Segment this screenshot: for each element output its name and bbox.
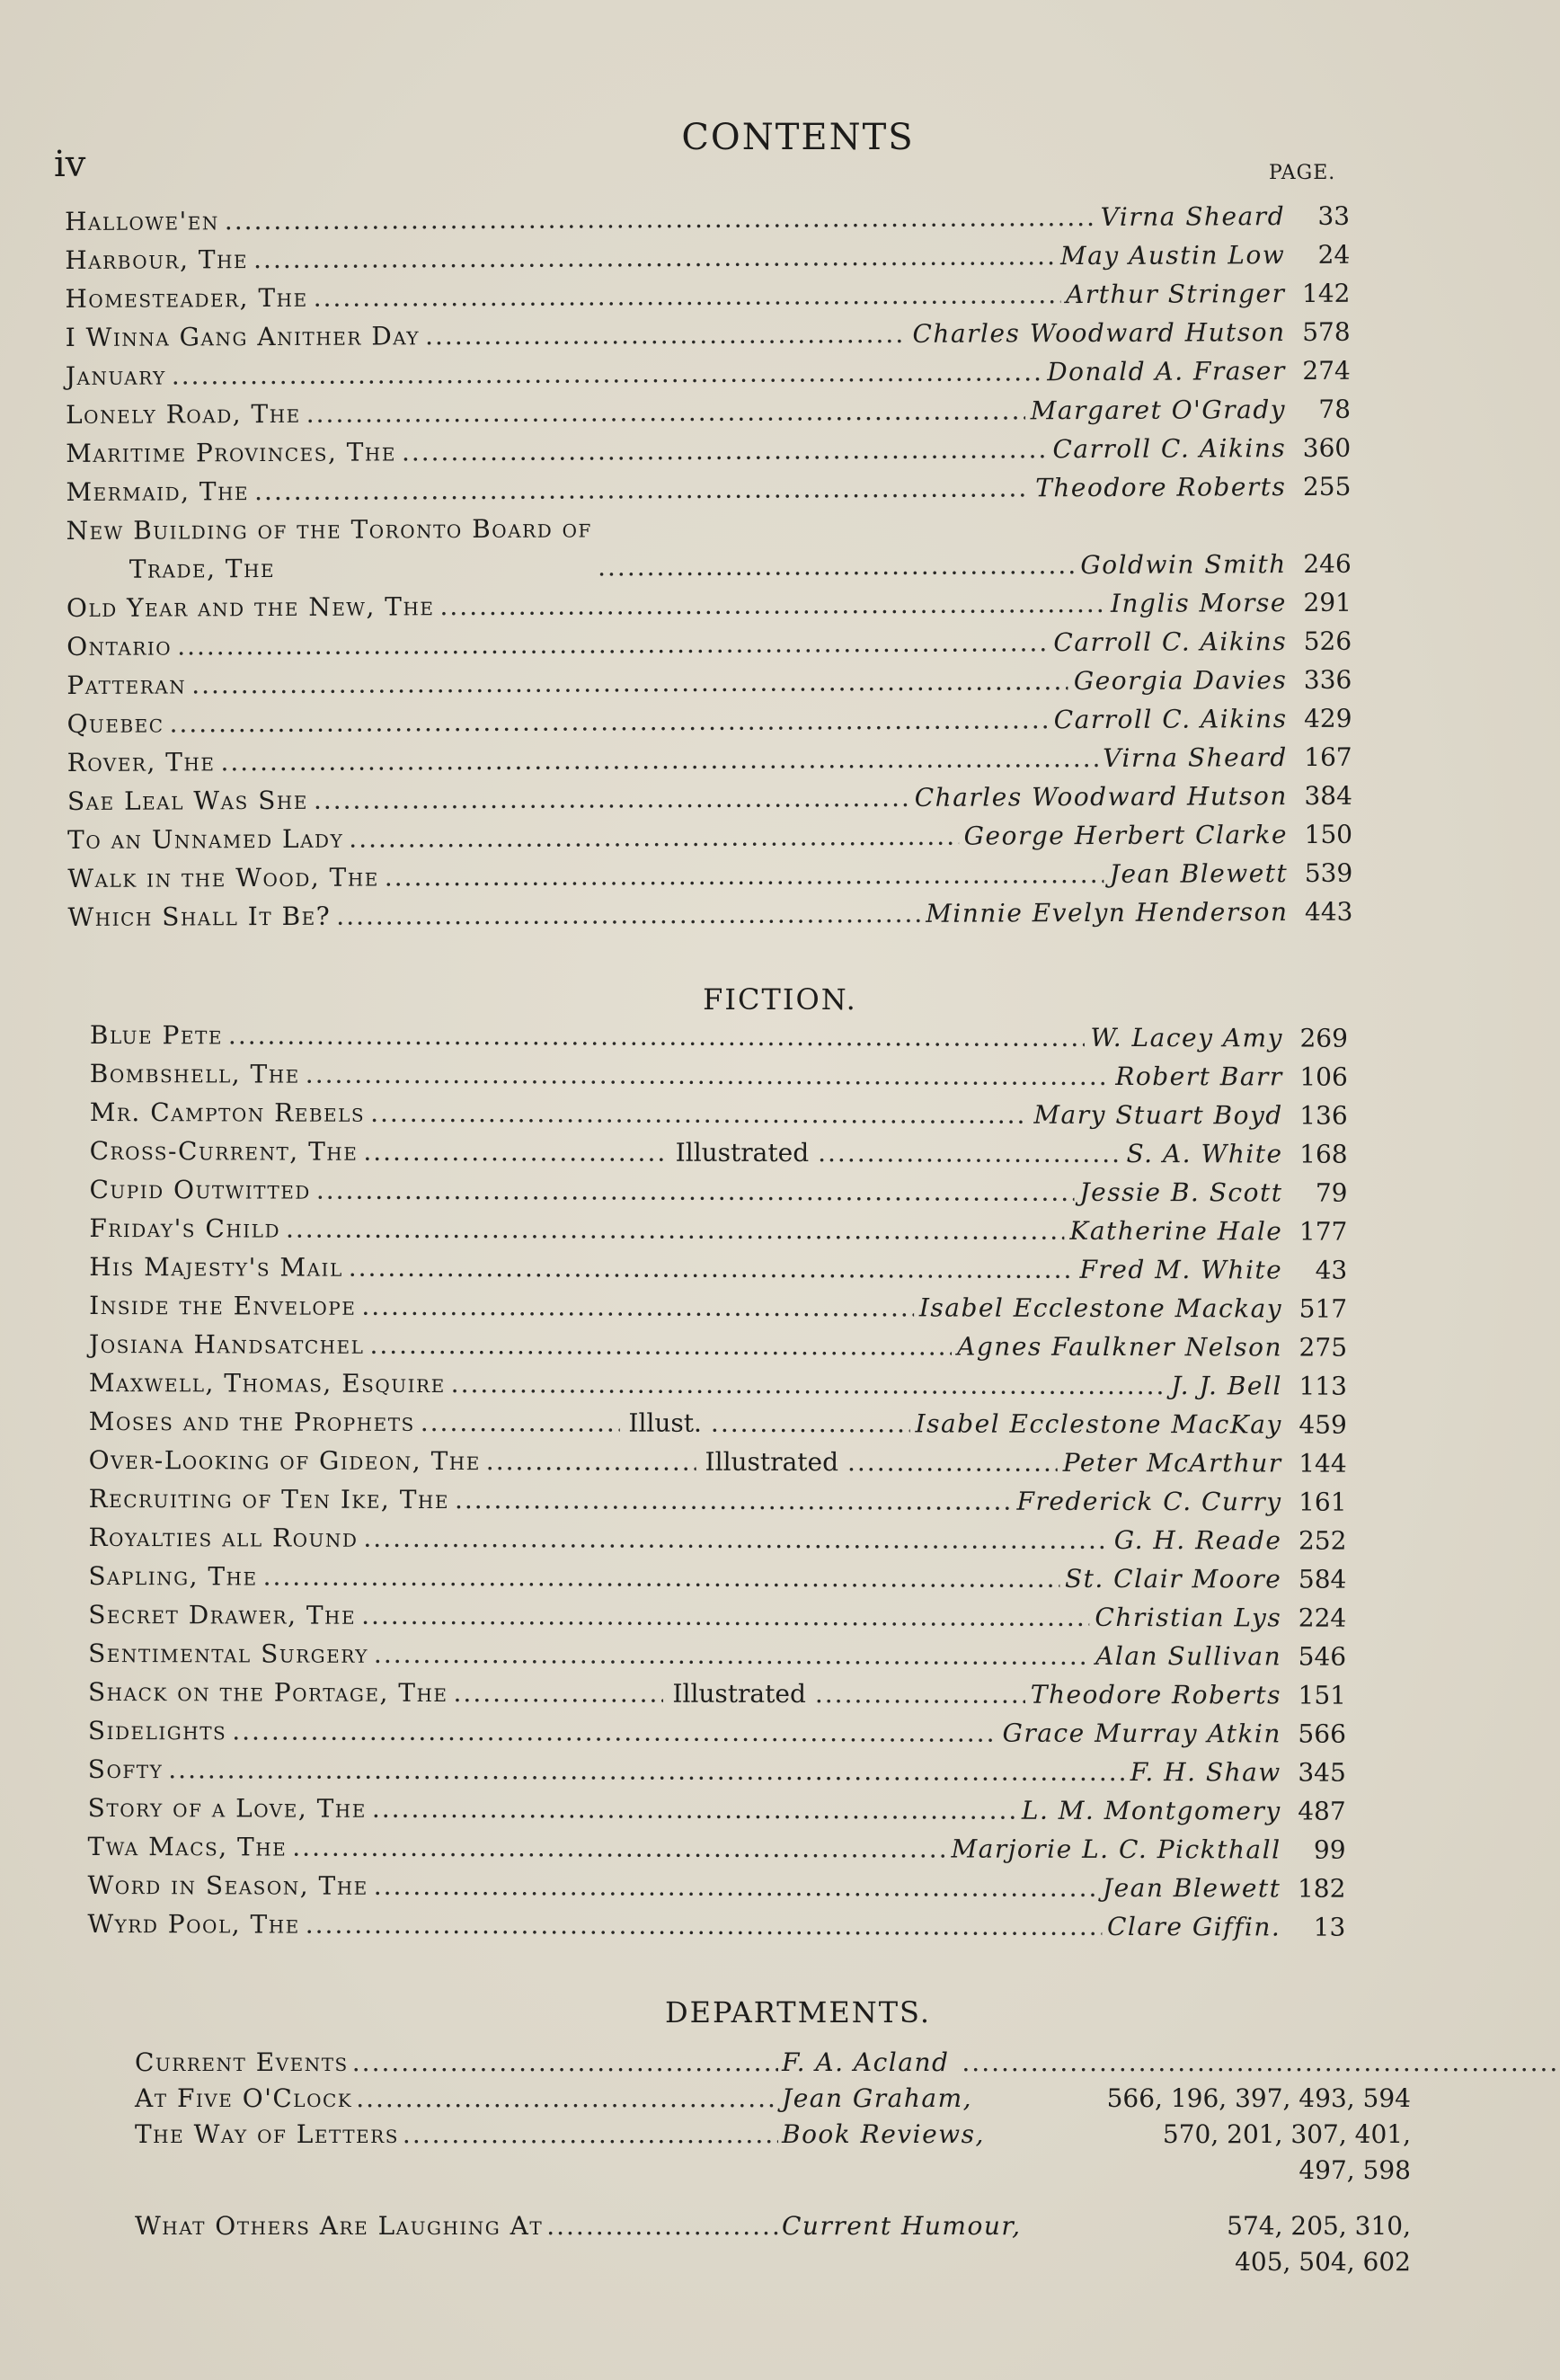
entry-author: May Austin Low [1059, 240, 1286, 271]
entry-page: 269 [1299, 1023, 1348, 1053]
entry-title: Maxwell, Thomas, Esquire [88, 1367, 446, 1399]
toc-entry [87, 1905, 1345, 1947]
entry-page: 144 [1299, 1448, 1347, 1479]
entry-title: Story of a Love, The [87, 1792, 367, 1824]
toc-entry [88, 1711, 1346, 1754]
dot-leader [818, 1133, 1121, 1173]
entry-page: 584 [1298, 1564, 1347, 1594]
entry-title: Old Year and the New, The [66, 591, 435, 623]
entry-detail [782, 2045, 1560, 2081]
entry-detail [782, 2208, 1411, 2280]
dot-leader [225, 198, 1095, 240]
entry-author: Minnie Evelyn Henderson [926, 897, 1289, 928]
dot-leader [169, 700, 1048, 742]
toc-entry [88, 1827, 1346, 1869]
entry-page: 255 [1302, 471, 1352, 502]
dot-leader [306, 1055, 1111, 1096]
entry-title [135, 2045, 782, 2081]
page-column-label: PAGE. [1269, 162, 1336, 184]
dot-leader [314, 778, 909, 820]
entry-author: Book Reviews, [782, 2119, 985, 2149]
toc-entry [67, 854, 1352, 898]
entry-author: Virna Sheard [1103, 742, 1288, 773]
entry-author: Virna Sheard [1100, 201, 1286, 232]
dot-leader [254, 468, 1030, 511]
toc-entry [65, 274, 1350, 318]
toc-entry [90, 1093, 1348, 1135]
poetry-list [65, 197, 1353, 937]
entry-author: Goldwin Smith [1080, 549, 1287, 581]
department-entry [135, 2208, 1411, 2280]
entry-author: Carroll C. Aikins [1052, 433, 1287, 465]
entry-title: Inside the Envelope [89, 1290, 357, 1321]
page-title: CONTENTS [681, 117, 915, 158]
dot-leader [286, 1210, 1065, 1250]
entry-author: W. Lacey Amy [1090, 1022, 1283, 1053]
toc-entry [89, 1286, 1347, 1328]
entry-title: Homesteader, The [65, 282, 308, 314]
dot-leader [363, 1132, 666, 1172]
toc-entry [90, 1132, 1348, 1174]
entry-page: 136 [1299, 1100, 1348, 1131]
entry-author: Jean Blewett [1102, 1872, 1281, 1904]
entry-pages: 566, 196, 397, 493, 594 [1106, 2083, 1411, 2113]
entry-title: Cupid Outwitted [89, 1174, 311, 1205]
dot-leader [425, 315, 908, 355]
toc-entry [66, 467, 1351, 511]
entry-author: Margaret O'Grady [1030, 395, 1287, 426]
entry-title: Josiana Handsatchel [88, 1328, 365, 1360]
entry-author: Agnes Faulkner Nelson [957, 1331, 1283, 1363]
entry-page: 168 [1299, 1139, 1348, 1169]
entry-title: His Majesty's Mail [89, 1251, 343, 1283]
dot-leader [363, 1519, 1108, 1559]
detail-line [782, 2081, 1411, 2117]
toc-entry [66, 661, 1352, 705]
entry-author: Theodore Roberts [1030, 1679, 1282, 1710]
entry-detail [782, 2081, 1411, 2117]
toc-entry [89, 1248, 1347, 1290]
dot-leader [177, 623, 1048, 665]
entry-title: January [65, 360, 166, 391]
dot-leader [172, 352, 1042, 395]
dot-leader [336, 894, 920, 936]
fiction-heading: FICTION. [703, 982, 857, 1017]
toc-entry [89, 1363, 1347, 1406]
dot-leader [815, 1674, 1025, 1714]
entry-title: Secret Drawer, The [88, 1599, 357, 1630]
detail-line [782, 2045, 1560, 2081]
entry-title: Over-Looking of Gideon, The [88, 1444, 481, 1477]
entry-author: J. J. Bell [1171, 1371, 1282, 1401]
entry-page: 43 [1315, 1255, 1348, 1285]
entry-title: Lonely Road, The [65, 398, 301, 430]
entry-page: 360 [1302, 432, 1352, 463]
entry-author: Robert Barr [1115, 1061, 1283, 1092]
dot-leader [352, 2045, 778, 2081]
entry-author: Charles Woodward Hutson [912, 317, 1286, 349]
entry-author: George Herbert Clarke [963, 820, 1289, 851]
entry-page: 161 [1299, 1487, 1347, 1517]
entry-title [66, 509, 593, 589]
dot-leader [421, 1403, 620, 1443]
dot-leader [349, 1248, 1075, 1289]
entry-title-text: Current Events [135, 2047, 349, 2077]
dot-leader [451, 1364, 1166, 1405]
entry-note: Illust. [628, 1408, 702, 1438]
entry-author: Alan Sullivan [1095, 1640, 1282, 1672]
entry-page: 566 [1298, 1718, 1346, 1749]
entry-pages: 570, 201, 307, 401, [1162, 2119, 1411, 2149]
toc-entry [67, 892, 1352, 937]
dot-leader [263, 1558, 1059, 1598]
entry-page: 182 [1297, 1873, 1346, 1904]
entry-page: 291 [1303, 587, 1352, 617]
toc-entry [67, 815, 1352, 859]
entry-page: 177 [1299, 1216, 1348, 1247]
dot-leader [314, 275, 1061, 317]
entry-title: Cross-Current, The [89, 1135, 359, 1167]
entry-title [135, 2208, 782, 2280]
toc-entry [66, 390, 1351, 434]
entry-title: Sae Leal Was She [66, 785, 308, 816]
entry-author: Jean Blewett [1109, 858, 1289, 889]
entry-title: Word in Season, The [87, 1869, 368, 1901]
entry-page: 517 [1299, 1293, 1348, 1324]
dot-leader [455, 1480, 1012, 1521]
entry-title: Sentimental Surgery [88, 1638, 368, 1669]
toc-entry [87, 1866, 1345, 1908]
entry-author: L. M. Montgomery [1021, 1795, 1281, 1826]
entry-author: Mary Stuart Boyd [1033, 1099, 1283, 1131]
toc-entry [66, 313, 1351, 357]
entry-title: Ontario [66, 631, 173, 662]
entry-author: Isabel Ecclestone MacKay [915, 1408, 1282, 1440]
dot-leader [439, 584, 1105, 626]
entry-author: Fred M. White [1079, 1254, 1283, 1285]
dot-leader [191, 662, 1068, 704]
entry-author: Current Humour, [782, 2211, 1022, 2241]
entry-pages-continued: 405, 504, 602 [1235, 2247, 1411, 2277]
entry-page: 79 [1315, 1177, 1348, 1208]
dot-leader [316, 1171, 1075, 1212]
dot-leader [453, 1674, 663, 1713]
entry-author: Clare Giffin. [1106, 1911, 1281, 1942]
entry-title: Friday's Child [89, 1212, 281, 1244]
entry-title: Quebec [66, 708, 164, 739]
dot-leader [369, 1326, 952, 1366]
toc-entry [88, 1518, 1346, 1560]
entry-author: Marjorie L. C. Pickthall [951, 1834, 1281, 1865]
entry-title: Patteran [66, 670, 187, 700]
entry-page: 526 [1303, 626, 1352, 656]
toc-entry [67, 738, 1352, 782]
entry-author: Jean Graham, [782, 2083, 973, 2113]
entry-page: 459 [1299, 1409, 1347, 1440]
toc-entry [65, 235, 1350, 280]
entry-author: Charles Woodward Hutson [914, 781, 1288, 813]
toc-entry [66, 351, 1351, 395]
toc-entry [88, 1557, 1346, 1599]
entry-title-text: What Others Are Laughing At [135, 2211, 544, 2241]
entry-note: Illustrated [672, 1678, 806, 1710]
dot-leader [306, 1905, 1102, 1946]
toc-entry [66, 583, 1352, 627]
entry-author: Peter McArthur [1062, 1447, 1282, 1479]
dot-leader [486, 1442, 696, 1481]
entry-author: G. H. Reade [1113, 1524, 1282, 1556]
entry-author: Christian Lys [1095, 1602, 1282, 1633]
entry-title [135, 2081, 782, 2117]
entry-page: 142 [1301, 278, 1351, 308]
entry-author: Arthur Stringer [1065, 279, 1286, 310]
entry-page: 487 [1298, 1796, 1346, 1826]
entry-page: 151 [1298, 1680, 1347, 1710]
dot-leader [385, 855, 1104, 896]
dot-leader [546, 2208, 778, 2280]
entry-title: Sidelights [87, 1715, 227, 1746]
entry-author: Jessie B. Scott [1079, 1177, 1283, 1208]
dot-leader [370, 1094, 1028, 1134]
entry-page: 443 [1304, 896, 1353, 927]
dot-leader [349, 817, 959, 858]
entry-page: 13 [1313, 1912, 1346, 1942]
entry-author: Katherine Hale [1069, 1215, 1283, 1247]
entry-author: F. H. Shaw [1130, 1757, 1281, 1788]
dot-leader [847, 1443, 1058, 1482]
entry-page: 224 [1298, 1603, 1347, 1633]
entry-title: Harbour, The [65, 244, 249, 275]
entry-page: 24 [1317, 239, 1351, 270]
entry-title: Mr. Campton Rebels [89, 1097, 366, 1128]
dot-leader [598, 546, 1075, 586]
dot-leader [220, 739, 1097, 781]
entry-title: Shack on the Portage, The [87, 1676, 448, 1709]
entry-title: Walk in the Wood, The [67, 862, 379, 893]
toc-entry [89, 1441, 1347, 1483]
dot-leader [374, 1867, 1097, 1907]
detail-line [782, 2208, 1411, 2244]
dot-leader [403, 2117, 778, 2189]
page-number: iv [54, 144, 86, 185]
entry-page: 275 [1299, 1332, 1348, 1363]
toc-entry [66, 699, 1352, 743]
entry-title: Which Shall It Be? [67, 901, 332, 932]
entry-page: 252 [1298, 1525, 1347, 1556]
toc-entry [89, 1170, 1347, 1212]
entry-title: Bombshell, The [89, 1058, 300, 1089]
entry-author: Carroll C. Aikins [1053, 704, 1288, 735]
entry-page: 99 [1313, 1834, 1346, 1865]
toc-entry [66, 429, 1351, 473]
detail-line [782, 2117, 1411, 2153]
entry-page: 246 [1303, 548, 1352, 579]
entry-author: S. A. White [1126, 1139, 1283, 1169]
entry-title-text: At Five O'Clock [135, 2083, 353, 2113]
entry-note: Illustrated [675, 1137, 810, 1168]
departments-heading: DEPARTMENTS. [664, 1995, 931, 2029]
entry-title-line: New Building of the Toronto Board of [66, 513, 592, 546]
dot-leader [253, 236, 1055, 279]
toc-entry [89, 1402, 1347, 1444]
entry-page: 78 [1318, 394, 1352, 424]
entry-detail [782, 2117, 1411, 2189]
dot-leader [372, 1789, 1016, 1830]
departments-list [135, 2045, 1411, 2280]
entry-note: Illustrated [705, 1446, 839, 1478]
entry-author: Donald A. Fraser [1047, 356, 1286, 387]
entry-author: Georgia Davies [1073, 665, 1288, 697]
entry-page: 345 [1298, 1757, 1346, 1788]
toc-entry [88, 1595, 1346, 1638]
entry-title [135, 2117, 782, 2189]
entry-title: Hallowe'en [65, 206, 219, 236]
dot-leader [962, 2045, 1560, 2081]
entry-page: 274 [1302, 355, 1351, 386]
entry-author: Grace Murray Atkin [1002, 1718, 1281, 1749]
dot-leader [374, 1635, 1090, 1675]
dot-leader [232, 1711, 997, 1752]
entry-title: To an Unnamed Lady [67, 823, 344, 855]
dot-leader [356, 2081, 778, 2117]
entry-author: Carroll C. Aikins [1053, 626, 1288, 658]
entry-page: 539 [1304, 857, 1353, 888]
entry-title: Twa Macs, The [87, 1831, 288, 1862]
toc-entry [88, 1673, 1346, 1715]
toc-entry [88, 1789, 1346, 1831]
entry-page: 336 [1303, 664, 1352, 695]
entry-title-text: The Way of Letters [135, 2119, 399, 2149]
entry-title: Moses and the Prophets [88, 1406, 415, 1437]
entry-page: 578 [1302, 316, 1351, 347]
department-entry [135, 2081, 1411, 2117]
entry-title: Sapling, The [88, 1560, 258, 1592]
dot-leader [292, 1828, 945, 1869]
entry-page: 106 [1299, 1061, 1348, 1092]
entry-title: Recruiting of Ten Ike, The [88, 1483, 450, 1515]
entry-title: Softy [87, 1754, 164, 1785]
toc-entry [67, 777, 1352, 821]
entry-title-line: Trade, The [129, 553, 276, 584]
entry-page: 429 [1303, 703, 1352, 733]
entry-pages: 574, 205, 310, [1227, 2211, 1411, 2241]
toc-entry [89, 1479, 1347, 1522]
dot-leader [361, 1287, 914, 1328]
dot-leader [228, 1016, 1086, 1056]
toc-entry [88, 1634, 1346, 1676]
dot-leader [711, 1404, 910, 1443]
entry-author: Theodore Roberts [1035, 472, 1287, 503]
entry-page: 167 [1304, 742, 1352, 772]
department-entry [135, 2117, 1411, 2189]
dot-leader [402, 430, 1048, 471]
entry-title: Blue Pete [89, 1020, 223, 1051]
entry-title: Mermaid, The [66, 476, 250, 507]
entry-title: Royalties all Round [88, 1522, 359, 1553]
entry-title: Maritime Provinces, The [66, 437, 396, 468]
toc-entry [89, 1325, 1347, 1367]
department-entry [135, 2045, 1411, 2081]
entry-author: F. A. Acland [782, 2047, 950, 2077]
entry-title: I Winna Gang Anither Day [65, 321, 421, 352]
entry-page: 384 [1304, 780, 1352, 811]
fiction-list [87, 1016, 1348, 1947]
toc-entry [65, 197, 1350, 241]
entry-author: Isabel Ecclestone Mackay [918, 1292, 1283, 1324]
entry-author: St. Clair Moore [1064, 1563, 1282, 1594]
toc-entry [66, 506, 1352, 589]
toc-entry [90, 1016, 1348, 1058]
entry-page: 546 [1298, 1641, 1347, 1672]
entry-title: Rover, The [66, 747, 216, 777]
dot-leader [361, 1596, 1089, 1637]
entry-page: 33 [1317, 200, 1351, 231]
entry-page: 113 [1299, 1371, 1347, 1401]
toc-entry [89, 1209, 1347, 1251]
dot-leader [168, 1750, 1125, 1791]
dot-leader [306, 391, 1025, 432]
entry-pages-continued: 497, 598 [1299, 2155, 1411, 2185]
entry-author: Frederick C. Curry [1016, 1486, 1282, 1517]
entry-title: Wyrd Pool, The [87, 1908, 300, 1940]
toc-entry [90, 1054, 1348, 1097]
toc-entry [88, 1750, 1346, 1792]
entry-page: 150 [1304, 819, 1353, 849]
toc-entry [66, 622, 1352, 666]
entry-author: Inglis Morse [1110, 588, 1288, 618]
